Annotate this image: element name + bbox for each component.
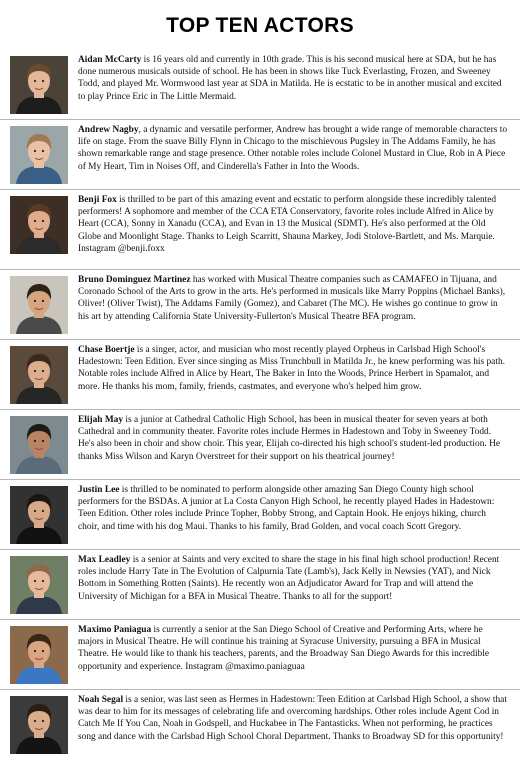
actor-photo — [10, 276, 68, 334]
actor-bio — [78, 414, 508, 463]
actor-photo — [10, 696, 68, 754]
actor-bio-text: is a singer, actor, and musician who most recently played Orpheus in Carlsbad High School's Hadestown: Teen Edition. Ever since singing as Miss Trunchbull in Matilda Jr., he knew performing was his path. Notable roles include Alfred in Alice by Heart, The Baker in Into the Woods, Prince Herbert in Spamalot, and more. He thanks his mom, family, friends, castmates, and everyone who's helped him grow. — [78, 345, 505, 392]
actor-bio — [78, 124, 508, 173]
actor-name: Bruno Dominguez Martinez — [78, 275, 191, 285]
actor-photo — [10, 486, 68, 544]
actor-bio — [78, 344, 508, 393]
actor-bio-text: is a junior at Cathedral Catholic High School, has been in musical theater for seven years at both Cathedral and in community theater. Favorite roles include Hermes in Hadestown and Toby in Sweeney Todd. He's also been in choir and show choir. This year, Elijah co-directed his high school's student-led production. He thanks Miss Wilson and Karyn Overstreet for their support on his theatrical journey! — [78, 415, 501, 462]
divider — [0, 269, 520, 270]
divider — [0, 409, 520, 410]
actor-bio-text: is thrilled to be nominated to perform alongside other amazing San Diego County high school performers for the BSDAs. A junior at La Costa Canyon High School, he recently played Hades in Hadestown: Teen Edition. Other roles include Prince Topher, Bobby Strong, and Captain Hook. He enjoys hiking, church choir, and time with his dog Maui. Thanks to his family, Brad Golden, and vocal coach Scott Gregory. — [78, 485, 495, 532]
divider — [0, 119, 520, 120]
actor-name: Justin Lee — [78, 485, 120, 495]
actor-bio — [78, 54, 508, 103]
actor-bio — [78, 694, 508, 743]
actor-name: Aidan McCarty — [78, 55, 142, 65]
actor-name: Chase Boertje — [78, 345, 135, 355]
actor-name: Max Leadley — [78, 555, 131, 565]
divider — [0, 689, 520, 690]
actor-photo — [10, 416, 68, 474]
page-title: TOP TEN ACTORS — [166, 14, 354, 37]
actor-name: Maximo Paniagua — [78, 625, 152, 635]
actor-bio-text: is a senior at Saints and very excited to share the stage in his final high school production! Recent roles include Harry Tate in The Evolution of Calpurnia Tate (Lamb's), Jack Kelly in Newsies (YAT), and Nick Bottom in Something Rotten (Saints). He recently won an Adjudicator Award for Trap and will attend the University of Michigan for a BFA in Musical Theatre. Thanks to all for the support! — [78, 555, 500, 602]
actor-bio-text: is currently a senior at the San Diego School of Creative and Performing Arts, where he majors in Musical Theatre. He will continue his training at Syracuse University, pursuing a BFA in Musical Theatre. He would like to thank his teachers, parents, and the Broadway San Diego Awards for this incredible opportunity and experience. Instagram @maximo.paniaguaa — [78, 625, 489, 672]
actor-photo — [10, 126, 68, 184]
actor-photo — [10, 56, 68, 114]
actor-photo — [10, 346, 68, 404]
actor-bio-text: , a dynamic and versatile performer, Andrew has brought a wide range of memorable characters to life on stage. From the suave Billy Flynn in Chicago to the mischievous Pugsley in The Addams Family, he has shown remarkable range and stage presence. Other notable roles include Colonel Mustard in Clue, Rob in A Piece of My Heart, Tim in Noises Off, and Cinderella's Father in Into the Woods. — [78, 125, 508, 172]
actor-photo — [10, 196, 68, 254]
actor-bio-text: is 16 years old and currently in 10th grade. This is his second musical here at SDA, but he has done numerous musicals outside of school. He has been in shows like Tuck Everlasting, Frozen, and Sweeney Todd, and played Mr. Wormwood last year at SDA in Matilda. He is ecstatic to be in another musical and excited to play Prince Eric in The Little Mermaid. — [78, 55, 502, 102]
actor-bio — [78, 624, 508, 673]
actor-bio-text: has worked with Musical Theatre companies such as CAMAFEO in Tijuana, and Coronado School of the Arts to grow in the arts. He's performed in musicals like Marry Poppins (Michael Banks), Oliver! (Oliver Twist), The Addams Family (Gomez), and Cabaret (The MC). He wishes go continue to grow in his art by attending California State University-Fullerton's Musical Theatre BFA program. — [78, 275, 506, 322]
actor-bio — [78, 274, 508, 323]
divider — [0, 189, 520, 190]
actor-bio-text: is thrilled to be part of this amazing event and ecstatic to perform alongside these incredibly talented performers! A sophomore and member of the CCA ETA Conservatory, favorite roles include Alfred in Alice by Heart (CCA), Sonny in Xanadu (CCA), and Evan in 13 the Musical (SDMT). He's also performed at the Old Globe and Moonlight Stage. Thanks to Leigh Scarritt, Shauna Markey, Jodi Stolove-Bartlett, and Ms. Marquie. Instagram @benji.foxx — [78, 195, 497, 254]
actor-name: Andrew Nagby — [78, 125, 139, 135]
actor-photo — [10, 626, 68, 684]
actor-name: Benji Fox — [78, 195, 117, 205]
divider — [0, 619, 520, 620]
divider — [0, 339, 520, 340]
actor-name: Noah Segal — [78, 695, 124, 705]
actor-bio-text: is a senior, was last seen as Hermes in Hadestown: Teen Edition at Carlsbad High School, a show that was dear to him for its messages of celebrating life and overcoming hardships. Other roles include Agent Cod in Catch Me If You Can, Noah in Godspell, and Huckabee in The Fantasticks. When not performing, he practices song and dance with the Carlsbad High School Choral Department. Thanks to Broadway SD for this opportunity! — [78, 695, 507, 742]
actor-bio — [78, 554, 508, 603]
actor-name: Elijah May — [78, 415, 124, 425]
divider — [0, 549, 520, 550]
actor-bio — [78, 484, 508, 533]
actor-bio — [78, 194, 508, 255]
divider — [0, 479, 520, 480]
actor-photo — [10, 556, 68, 614]
